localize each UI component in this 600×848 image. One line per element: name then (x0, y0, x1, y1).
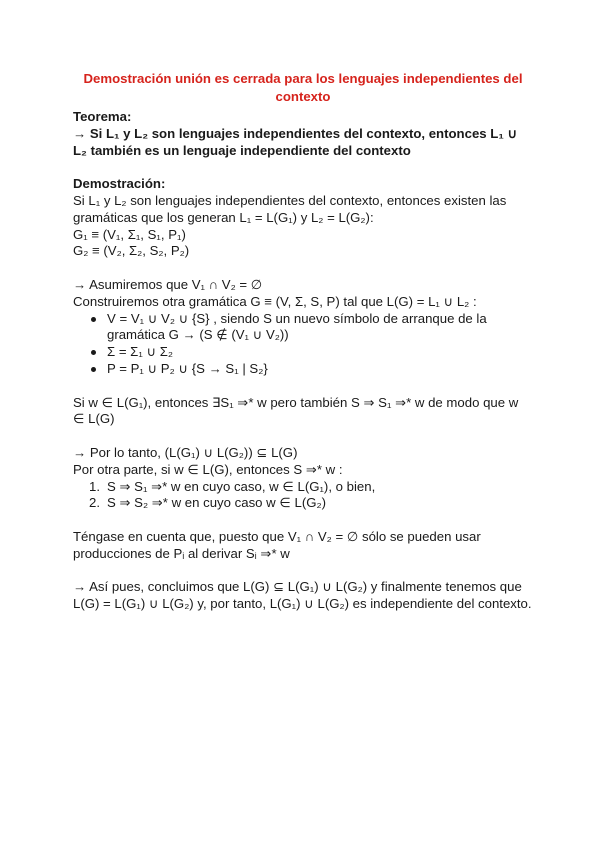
case-number: 1. (89, 478, 100, 494)
proof-intro: Si L₁ y L₂ son lenguajes independientes del contexto, entonces existen las gramáticas que los generan L₁ = L(G₁) y L₂ = L(G₂): (73, 192, 507, 225)
assumption: → Asumiremos que V₁ ∩ V₂ = ∅ (73, 276, 263, 292)
grammar-g1: G₁ ≡ (V₁, Σ₁, S₁, P₁) (73, 226, 186, 242)
list-item: P = P₁ ∪ P₂ ∪ {S → S₁ | S₂} (89, 361, 533, 378)
conclusion-paragraph: → Así pues, concluimos que L(G) ⊆ L(G₁) ∪ L(G₂) y finalmente tenemos que L(G) = L(G₁) ∪ L(G₂) y, por tanto, L(G₁) ∪ L(G₂) es independiente del contexto. (73, 579, 532, 612)
case-number: 2. (89, 495, 100, 511)
document-page (73, 70, 533, 613)
list-item (89, 495, 533, 512)
theorem-statement: → Si L₁ y L₂ son lenguajes independientes del contexto, entonces L₁ ∪ L₂ también es un lenguaje independiente del contexto (73, 125, 518, 158)
converse-statement: Por otra parte, si w ∈ L(G), entonces S ⇒* w : (73, 461, 343, 477)
list-item: V = V₁ ∪ V₂ ∪ {S} , siendo S un nuevo símbolo de arranque de la gramática G → (S ∉ (V₁ ∪ V₂)) (89, 311, 533, 345)
spacer (73, 378, 533, 395)
case-text: S ⇒ S₁ ⇒* w en cuyo caso, w ∈ L(G₁), o bien, (107, 478, 376, 494)
spacer (73, 512, 533, 529)
note-paragraph: Téngase en cuenta que, puesto que V₁ ∩ V₂ = ∅ sólo se pueden usar producciones de Pᵢ al derivar Sᵢ ⇒* w (73, 528, 481, 561)
construction: Construiremos otra gramática G ≡ (V, Σ, S, P) tal que L(G) = L₁ ∪ L₂ : (73, 293, 477, 309)
case-text: S ⇒ S₂ ⇒* w en cuyo caso w ∈ L(G₂) (107, 495, 326, 511)
derivation-paragraph: Si w ∈ L(G₁), entonces ∃S₁ ⇒* w pero también S ⇒ S₁ ⇒* w de modo que w ∈ L(G) (73, 394, 519, 427)
spacer (73, 159, 533, 176)
proof-heading: Demostración: (73, 176, 166, 192)
list-item (89, 479, 533, 496)
spacer (73, 260, 533, 277)
spacer (73, 563, 533, 580)
cases-list (73, 479, 533, 513)
grammar-g2: G₂ ≡ (V₂, Σ₂, S₂, P₂) (73, 243, 190, 259)
document-title: Demostración unión es cerrada para los lenguajes independientes del contexto (83, 71, 523, 104)
spacer (73, 428, 533, 445)
theorem-heading: Teorema: (73, 109, 132, 124)
list-item: Σ = Σ₁ ∪ Σ₂ (89, 344, 533, 361)
grammar-definition-list (73, 311, 533, 378)
therefore-statement: → Por lo tanto, (L(G₁) ∪ L(G₂)) ⊆ L(G) (73, 444, 298, 460)
